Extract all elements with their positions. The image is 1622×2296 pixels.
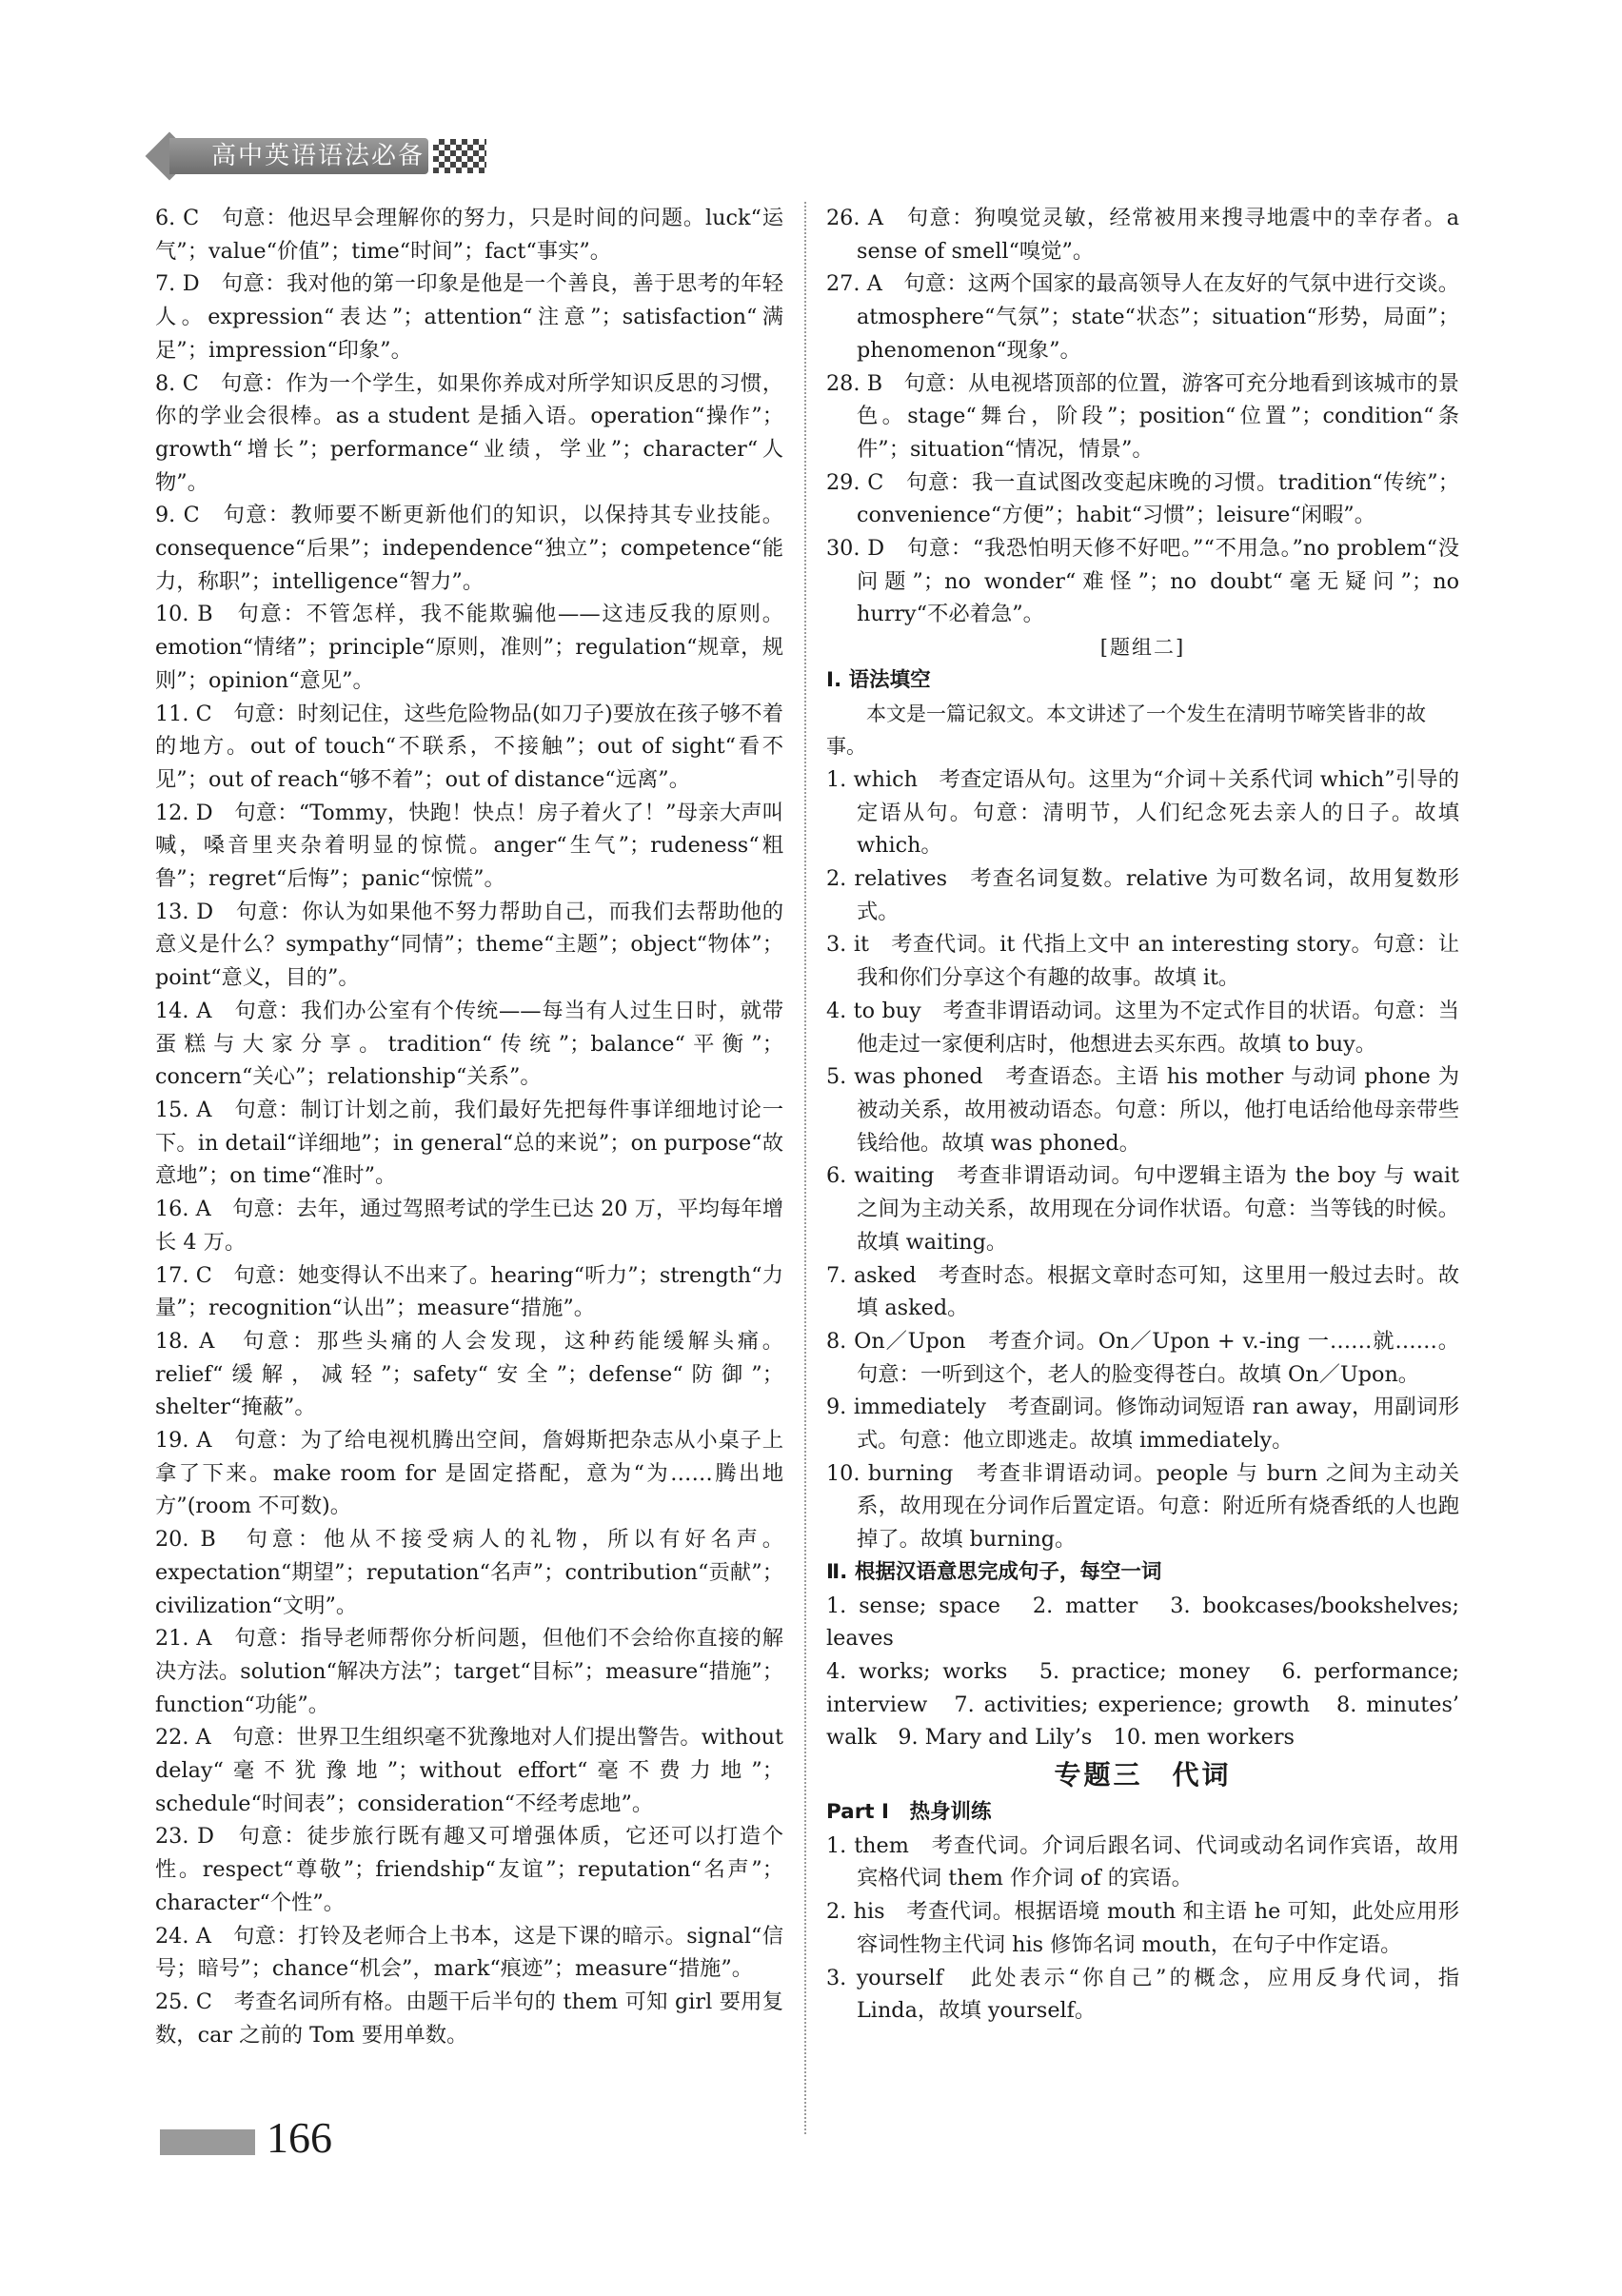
- fill-item: 8. On／Upon 考查介词。On／Upon + v.-ing 一……就……。句意：一听到这个，老人的脸变得苍白。故填 On／Upon。: [826, 1328, 1459, 1387]
- answer-line: 1. sense; space 2. matter 3. bookcases/bookshelves; leaves: [826, 1593, 1459, 1652]
- answer-item: 29. C 句意：我一直试图改变起床晚的习惯。tradition“传统”；convenience“方便”；habit“习惯”；leisure“闲暇”。: [826, 469, 1459, 528]
- footer-bar: [160, 2129, 255, 2155]
- left-column: [155, 202, 783, 2051]
- answer-item: 16. A 句意：去年，通过驾照考试的学生已达 20 万，平均每年增长 4 万。: [155, 1197, 783, 1255]
- answer-item: 30. D 句意：“我恐怕明天修不好吧。”“不用急。”no problem“没问题”；no wonder“难怪”；no doubt“毫无疑问”；no hurry“不必着急”。: [826, 536, 1459, 627]
- answer-item: 14. A 句意：我们办公室有个传统——每当有人过生日时，就带蛋糕与大家分享。tradition“传统”；balance“平衡”；concern“关心”；relationship“关系”。: [155, 998, 783, 1090]
- answer-item: 17. C 句意：她变得认不出来了。hearing“听力”；strength“力量”；recognition“认出”；measure“措施”。: [155, 1262, 783, 1321]
- answer-item: 22. A 句意：世界卫生组织毫不犹豫地对人们提出警告。without delay“毫不犹豫地”；without effort“毫不费力地”；schedule“时间表”；consideration“不经考虑地”。: [155, 1725, 783, 1816]
- section-intro: 本文是一篇记叙文。本文讲述了一个发生在清明节啼笑皆非的故事。: [826, 702, 1426, 759]
- answer-item: 10. B 句意：不管怎样，我不能欺骗他——这违反我的原则。emotion“情绪”；principle“原则，准则”；regulation“规章，规则”；opinion“意见”。: [155, 602, 783, 693]
- answer-item: 23. D 句意：徒步旅行既有趣又可增强体质，它还可以打造个性。respect“尊敬”；friendship“友谊”；reputation“名声”；character“个性”。: [155, 1824, 783, 1915]
- checker-pattern-icon: [433, 139, 486, 173]
- section-title: Ⅰ. 语法填空: [826, 667, 931, 692]
- fill-item: 4. to buy 考查非谓语动词。这里为不定式作目的状语。句意：当他走过一家便利店时，他想进去买东西。故填 to buy。: [826, 998, 1459, 1057]
- answer-item: 2. his 考查代词。根据语境 mouth 和主语 he 可知，此处应用形容词性物主代词 his 修饰名词 mouth，在句子中作定语。: [826, 1899, 1459, 1957]
- answer-item: 27. A 句意：这两个国家的最高领导人在友好的气氛中进行交谈。atmosphere“气氛”；state“状态”；situation“形势，局面”；phenomenon“现象”。: [826, 271, 1459, 363]
- answer-item: 7. D 句意：我对他的第一印象是他是一个善良，善于思考的年轻人。expression“表达”；attention“注意”；satisfaction“满足”；impression“印象”。: [155, 271, 783, 363]
- answer-item: 21. A 句意：指导老师帮你分析问题，但他们不会给你直接的解决方法。solution“解决方法”；target“目标”；measure“措施”；function“功能”。: [155, 1626, 783, 1717]
- part-title: Part Ⅰ 热身训练: [826, 1800, 992, 1825]
- answer-item: 9. C 句意：教师要不断更新他们的知识，以保持其专业技能。consequence“后果”；independence“独立”；competence“能力，称职”；intelligence“智力”。: [155, 503, 783, 594]
- answer-item: 1. them 考查代词。介词后跟名词、代词或动名词作宾语，故用宾格代词 them 作介词 of 的宾语。: [826, 1832, 1459, 1891]
- answer-item: 6. C 句意：他迟早会理解你的努力，只是时间的问题。luck“运气”；value“价值”；time“时间”；fact“事实”。: [155, 206, 783, 264]
- answer-item: 28. B 句意：从电视塔顶部的位置，游客可充分地看到该城市的景色。stage“舞台，阶段”；position“位置”；condition“条件”；situation“情况，情景”。: [826, 370, 1459, 462]
- answer-item: 11. C 句意：时刻记住，这些危险物品(如刀子)要放在孩子够不着的地方。out of touch“不联系，不接触”；out of sight“看不见”；out of reach“够不着”；out of distance“远离”。: [155, 701, 783, 792]
- page-header: [143, 129, 543, 183]
- answer-item: 3. yourself 此处表示“你自己”的概念，应用反身代词，指 Linda，故填 yourself。: [826, 1965, 1459, 2024]
- answer-item: 20. B 句意：他从不接受病人的礼物，所以有好名声。expectation“期望”；reputation“名声”；contribution“贡献”；civilization“文明”。: [155, 1527, 783, 1618]
- fill-item: 2. relatives 考查名词复数。relative 为可数名词，故用复数形式。: [826, 866, 1459, 924]
- answer-item: 18. A 句意：那些头痛的人会发现，这种药能缓解头痛。relief“缓解，减轻”；safety“安全”；defense“防御”；shelter“掩蔽”。: [155, 1328, 783, 1420]
- fill-item: 1. which 考查定语从句。这里为“介词＋关系代词 which”引导的定语从句。句意：清明节，人们纪念死去亲人的日子。故填 which。: [826, 766, 1459, 859]
- answer-item: 12. D 句意：“Tommy，快跑！快点！房子着火了！”母亲大声叫喊，嗓音里夹杂着明显的惊慌。anger“生气”；rudeness“粗鲁”；regret“后悔”；panic“惊慌”。: [155, 800, 783, 892]
- fill-item: 9. immediately 考查副词。修饰动词短语 ran away，用副词形式。句意：他立即逃走。故填 immediately。: [826, 1395, 1459, 1454]
- group-title: [题组二]: [1099, 636, 1186, 660]
- answer-item: 8. C 句意：作为一个学生，如果你养成对所学知识反思的习惯，你的学业会很棒。as a student 是插入语。operation“操作”；growth“增长”；performance“业绩，学业”；character“人物”。: [155, 370, 783, 495]
- answer-line: 4. works; works 5. practice; money 6. performance;: [826, 1658, 1459, 1684]
- header-title: 高中英语语法必备: [211, 142, 425, 170]
- answer-item: 24. A 句意：打铃及老师合上书本，这是下课的暗示。signal“信号；暗号”；chance“机会”，mark“痕迹”；measure“措施”。: [155, 1923, 783, 1982]
- fill-item: 6. waiting 考查非谓语动词。句中逻辑主语为 the boy 与 wait 之间为主动关系，故用现在分词作状语。句意：当等钱的时候。故填 waiting。: [826, 1163, 1459, 1255]
- answer-item: 26. A 句意：狗嗅觉灵敏，经常被用来搜寻地震中的幸存者。a sense of smell“嗅觉”。: [826, 206, 1459, 264]
- fill-item: 5. was phoned 考查语态。主语 his mother 与动词 phone 为被动关系，故用被动语态。句意：所以，他打电话给他母亲带些钱给他。故填 was phoned。: [826, 1064, 1459, 1156]
- column-divider: [804, 202, 806, 2134]
- right-column: [826, 202, 1459, 2028]
- fill-item: 10. burning 考查非谓语动词。people 与 burn 之间为主动关系，故用现在分词作后置定语。句意：附近所有烧香纸的人也跑掉了。故填 burning。: [826, 1460, 1459, 1553]
- fill-item: 7. asked 考查时态。根据文章时态可知，这里用一般过去时。故填 asked。: [826, 1262, 1459, 1321]
- answer-item: 19. A 句意：为了给电视机腾出空间，詹姆斯把杂志从小桌子上拿了下来。make room for 是固定搭配，意为“为……腾出地方”(room 不可数)。: [155, 1428, 783, 1519]
- topic-title: 专题三 代词: [1054, 1759, 1232, 1791]
- section-title: Ⅱ. 根据汉语意思完成句子，每空一词: [826, 1559, 1162, 1584]
- answer-item: 25. C 考查名词所有格。由题干后半句的 them 可知 girl 要用复数，car 之前的 Tom 要用单数。: [155, 1989, 783, 2048]
- answer-line: walk 9. Mary and Lily’s 10. men workers: [826, 1725, 1295, 1751]
- answer-item: 13. D 句意：你认为如果他不努力帮助自己，而我们去帮助他的意义是什么？sympathy“同情”；theme“主题”；object“物体”；point“意义，目的”。: [155, 899, 783, 991]
- answer-item: 15. A 句意：制订计划之前，我们最好先把每件事详细地讨论一下。in detail“详细地”；in general“总的来说”；on purpose“故意地”；on time“准时”。: [155, 1097, 783, 1189]
- fill-item: 3. it 考查代词。it 代指上文中 an interesting story。句意：让我和你们分享这个有趣的故事。故填 it。: [826, 932, 1459, 991]
- page-number: 166: [267, 2113, 332, 2162]
- answer-line: interview 7. activities; experience; growth 8. minutes’: [826, 1692, 1459, 1717]
